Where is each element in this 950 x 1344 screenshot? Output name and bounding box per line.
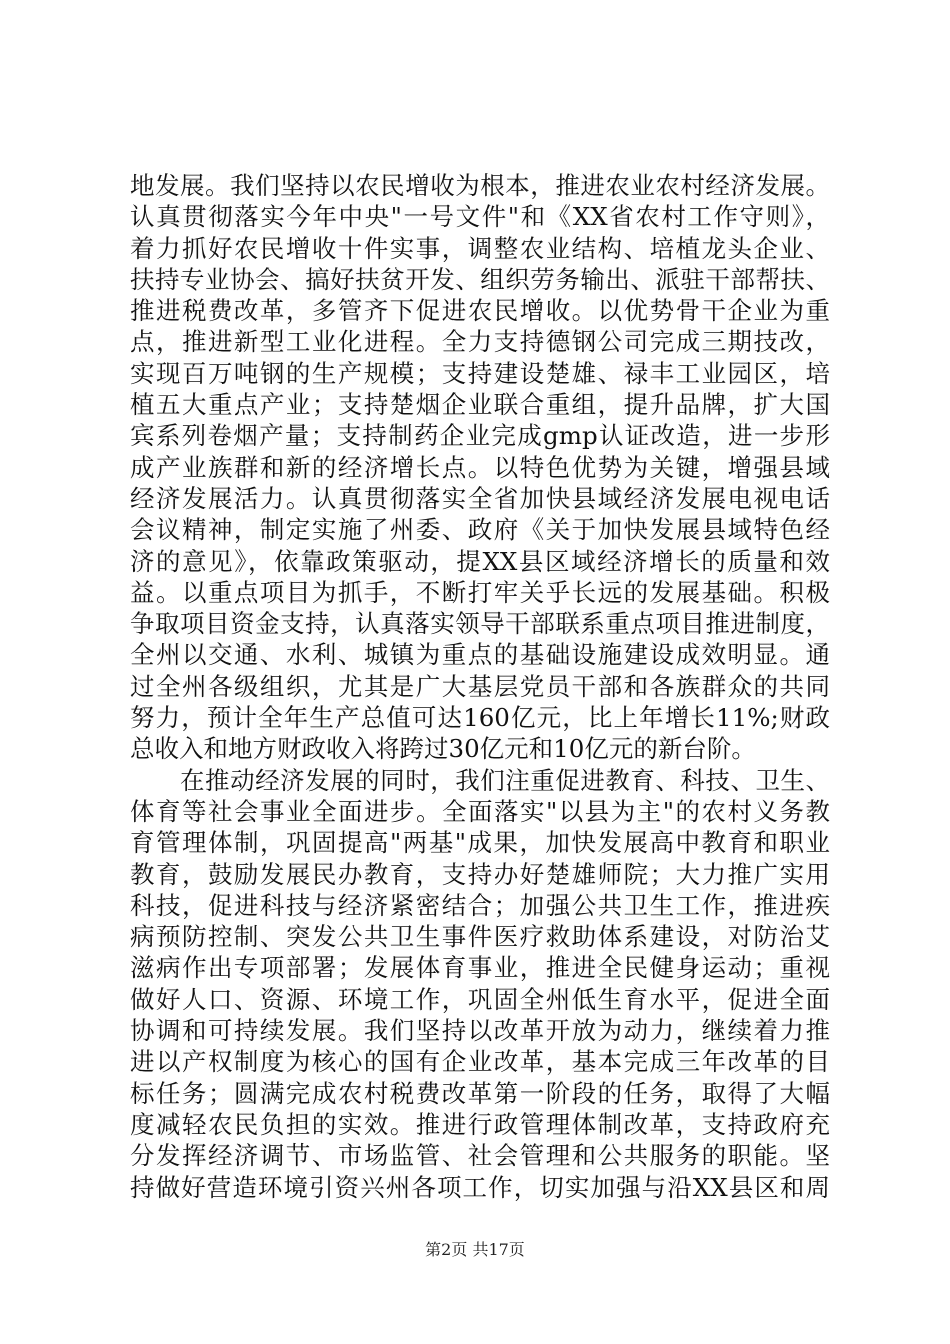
document-body bbox=[130, 170, 830, 1203]
text-line: 经济发展活力。认真贯彻落实全省加快县域经济发展电视电话 bbox=[130, 483, 830, 513]
text-line: 宾系列卷烟产量；支持制药企业完成gmp认证改造，进一步形 bbox=[130, 421, 830, 451]
text-line: 科技，促进科技与经济紧密结合；加强公共卫生工作，推进疾 bbox=[130, 890, 830, 920]
text-line: 实现百万吨钢的生产规模；支持建设楚雄、禄丰工业园区，培 bbox=[130, 358, 830, 388]
text-line: 争取项目资金支持，认真落实领导干部联系重点项目推进制度， bbox=[130, 609, 830, 639]
text-line: 教育，鼓励发展民办教育，支持办好楚雄师院；大力推广实用 bbox=[130, 859, 830, 889]
text-line: 进以产权制度为核心的国有企业改革，基本完成三年改革的目 bbox=[130, 1047, 830, 1077]
page-number-footer: 第2页 共17页 bbox=[425, 1240, 525, 1259]
text-line: 点，推进新型工业化进程。全力支持德钢公司完成三期技改， bbox=[130, 327, 830, 357]
text-line: 着力抓好农民增收十件实事，调整农业结构、培植龙头企业、 bbox=[130, 233, 830, 263]
text-line: 益。以重点项目为抓手，不断打牢关乎长远的发展基础。积极 bbox=[130, 577, 830, 607]
text-line: 滋病作出专项部署；发展体育事业，推进全民健身运动；重视 bbox=[130, 953, 830, 983]
text-line: 分发挥经济调节、市场监管、社会管理和公共服务的职能。坚 bbox=[130, 1141, 830, 1171]
text-line: 扶持专业协会、搞好扶贫开发、组织劳务输出、派驻干部帮扶、 bbox=[130, 264, 830, 294]
text-line: 持做好营造环境引资兴州各项工作，切实加强与沿XX县区和周 bbox=[130, 1172, 830, 1202]
text-line: 认真贯彻落实今年中央"一号文件"和《XX省农村工作守则》， bbox=[130, 202, 830, 232]
text-line: 努力，预计全年生产总值可达160亿元，比上年增长11%;财政 bbox=[130, 703, 830, 733]
text-line: 全州以交通、水利、城镇为重点的基础设施建设成效明显。通 bbox=[130, 640, 830, 670]
text-line: 度减轻农民负担的实效。推进行政管理体制改革，支持政府充 bbox=[130, 1109, 830, 1139]
text-line: 协调和可持续发展。我们坚持以改革开放为动力，继续着力推 bbox=[130, 1016, 830, 1046]
text-line: 育管理体制，巩固提高"两基"成果，加快发展高中教育和职业 bbox=[130, 828, 830, 858]
paragraph-start-line: 在推动经济发展的同时，我们注重促进教育、科技、卫生、 bbox=[130, 765, 830, 795]
text-line: 济的意见》，依靠政策驱动，提XX县区域经济增长的质量和效 bbox=[130, 546, 830, 576]
text-line: 成产业族群和新的经济增长点。以特色优势为关键，增强县域 bbox=[130, 452, 830, 482]
text-line: 做好人口、资源、环境工作，巩固全州低生育水平，促进全面 bbox=[130, 984, 830, 1014]
paragraph-end-line: 总收入和地方财政收入将跨过30亿元和10亿元的新台阶。 bbox=[130, 734, 756, 764]
text-line: 推进税费改革，多管齐下促进农民增收。以优势骨干企业为重 bbox=[130, 296, 830, 326]
text-line: 地发展。我们坚持以农民增收为根本，推进农业农村经济发展。 bbox=[130, 171, 830, 200]
text-line: 植五大重点产业；支持楚烟企业联合重组，提升品牌，扩大国 bbox=[130, 390, 830, 420]
text-line: 病预防控制、突发公共卫生事件医疗救助体系建设，对防治艾 bbox=[130, 922, 830, 952]
text-line: 过全州各级组织，尤其是广大基层党员干部和各族群众的共同 bbox=[130, 671, 830, 701]
text-line: 标任务；圆满完成农村税费改革第一阶段的任务，取得了大幅 bbox=[130, 1078, 830, 1108]
text-line: 会议精神，制定实施了州委、政府《关于加快发展县域特色经 bbox=[130, 515, 830, 545]
text-line: 体育等社会事业全面进步。全面落实"以县为主"的农村义务教 bbox=[130, 796, 830, 826]
